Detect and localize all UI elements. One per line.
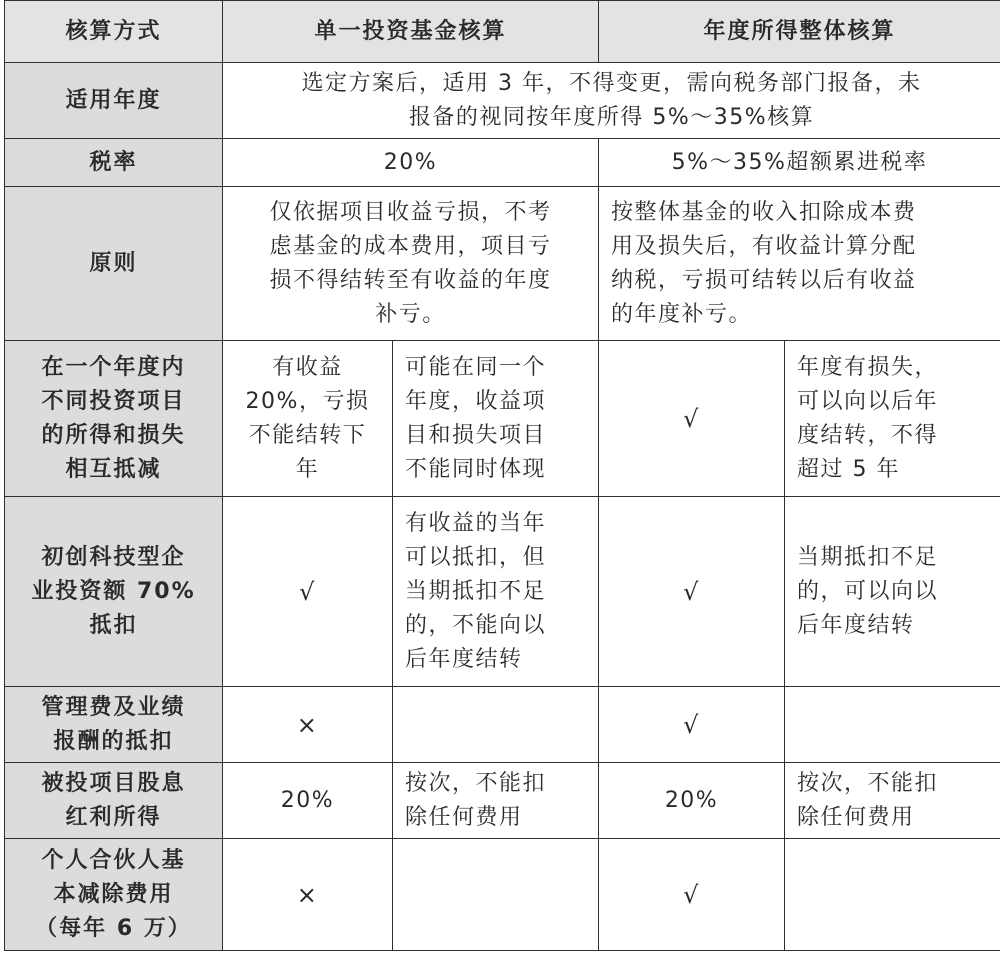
- row-tax-rate: [5, 139, 1000, 187]
- single-principle: 仅依据项目收益亏损，不考 虑基金的成本费用，项目亏 损不得结转至有收益的年度 补亏。: [223, 187, 599, 341]
- annual-rate: 5%～35%超额累进税率: [599, 139, 1000, 187]
- row-label: 被投项目股息 红利所得: [5, 763, 223, 839]
- check-mark: √: [599, 341, 785, 497]
- annual-startup-note: 当期抵扣不足 的，可以向以 后年度结转: [785, 497, 1000, 687]
- single-deduction-note: [393, 839, 599, 951]
- check-mark: √: [599, 497, 785, 687]
- applicable-year-text: 选定方案后，适用 3 年，不得变更，需向税务部门报备，未 报备的视同按年度所得 5%～35%核算: [223, 63, 1000, 139]
- cross-mark: ×: [223, 839, 393, 951]
- header-single-fund: 单一投资基金核算: [223, 1, 599, 63]
- single-offset-note: 可能在同一个 年度，收益项 目和损失项目 不能同时体现: [393, 341, 599, 497]
- annual-dividend-note: 按次，不能扣 除任何费用: [785, 763, 1000, 839]
- row-basic-deduction: [5, 839, 1000, 951]
- row-dividend-income: [5, 763, 1000, 839]
- single-mgmt-note: [393, 687, 599, 763]
- row-label: 适用年度: [5, 63, 223, 139]
- single-dividend-note: 按次，不能扣 除任何费用: [393, 763, 599, 839]
- annual-mgmt-note: [785, 687, 1000, 763]
- row-label: 原则: [5, 187, 223, 341]
- single-dividend-rate: 20%: [223, 763, 393, 839]
- row-startup-deduction: [5, 497, 1000, 687]
- row-label: 个人合伙人基 本减除费用 （每年 6 万）: [5, 839, 223, 951]
- annual-deduction-note: [785, 839, 1000, 951]
- row-label: 管理费及业绩 报酬的抵扣: [5, 687, 223, 763]
- row-offset: [5, 341, 1000, 497]
- single-startup-note: 有收益的当年 可以抵扣，但 当期抵扣不足 的，不能向以 后年度结转: [393, 497, 599, 687]
- row-applicable-year: [5, 63, 1000, 139]
- row-principle: [5, 187, 1000, 341]
- single-rate: 20%: [223, 139, 599, 187]
- single-offset-result: 有收益 20%，亏损 不能结转下 年: [223, 341, 393, 497]
- check-mark: √: [599, 687, 785, 763]
- row-management-fee: [5, 687, 1000, 763]
- annual-principle: 按整体基金的收入扣除成本费 用及损失后，有收益计算分配 纳税，亏损可结转以后有收益 的年度补亏。: [599, 187, 1000, 341]
- cross-mark: ×: [223, 687, 393, 763]
- check-mark: √: [223, 497, 393, 687]
- header-annual-income: 年度所得整体核算: [599, 1, 1000, 63]
- check-mark: √: [599, 839, 785, 951]
- tax-comparison-table-container: [4, 0, 1000, 951]
- row-label: 在一个年度内 不同投资项目 的所得和损失 相互抵减: [5, 341, 223, 497]
- header-method: 核算方式: [5, 1, 223, 63]
- header-row: [5, 1, 1000, 63]
- row-label: 税率: [5, 139, 223, 187]
- annual-offset-note: 年度有损失， 可以向以后年 度结转，不得 超过 5 年: [785, 341, 1000, 497]
- row-label: 初创科技型企 业投资额 70% 抵扣: [5, 497, 223, 687]
- annual-dividend-rate: 20%: [599, 763, 785, 839]
- tax-comparison-table: [4, 0, 1000, 951]
